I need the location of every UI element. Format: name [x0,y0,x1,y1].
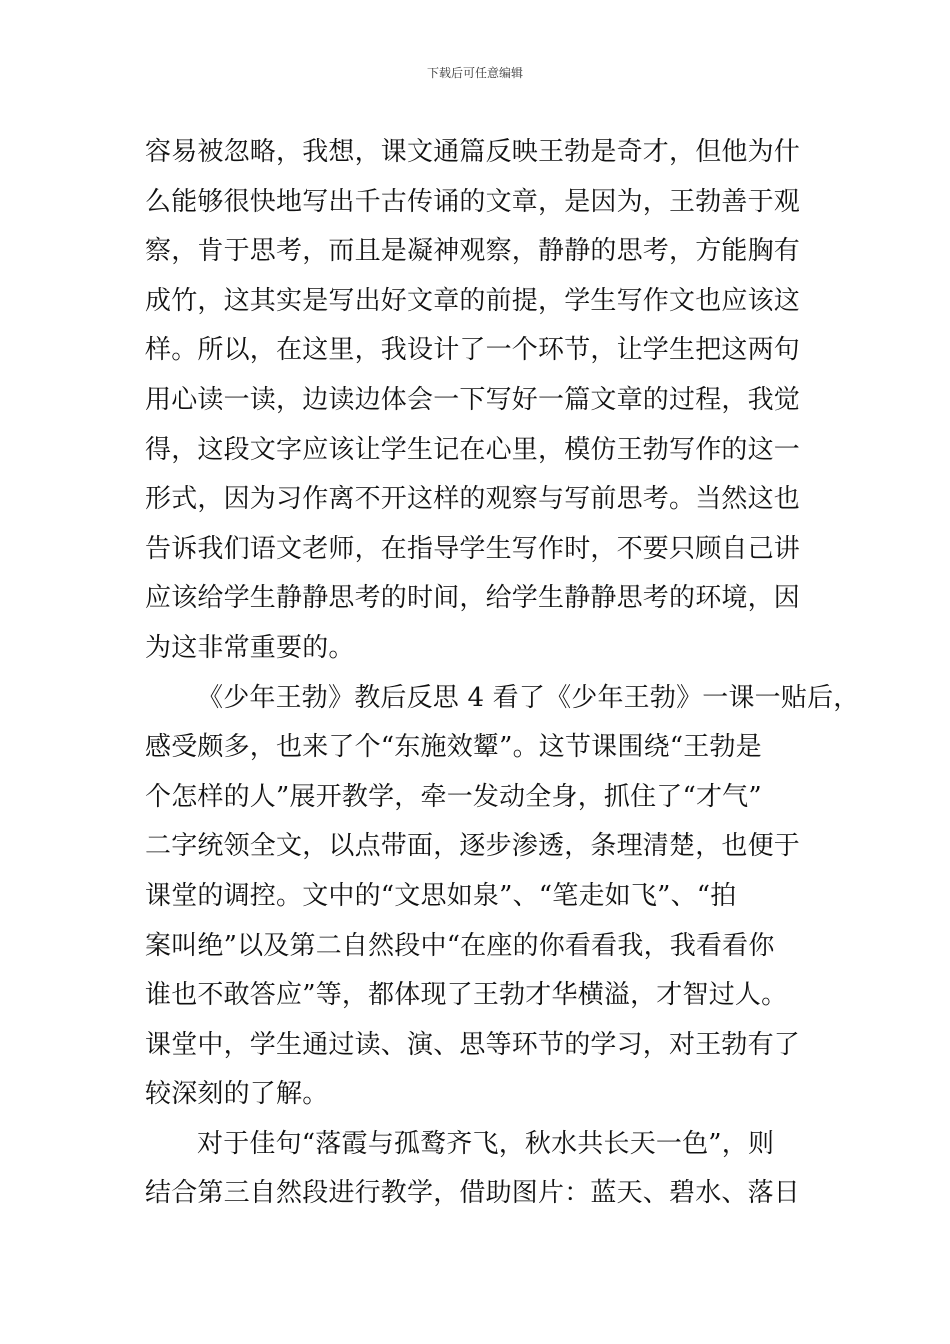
text-line: 察，肯于思考，而且是凝神观察，静静的思考，方能胸有 [145,236,801,267]
document-body [145,128,860,1219]
text-line: 成竹，这其实是写出好文章的前提，学生写作文也应该这 [145,285,801,316]
text-line: 结合第三自然段进行教学，借助图片：蓝天、碧水、落日 [145,1178,801,1209]
page-header: 下载后可任意编辑 [426,66,523,80]
text-line: 案叫绝”以及第二自然段中“在座的你看看我，我看看你 [145,930,775,961]
text-line: 课堂的调控。文中的“文思如泉”、“笔走如飞”、“拍 [145,880,737,911]
text-line: 课堂中，学生通过读、演、思等环节的学习，对王勃有了 [145,1029,801,1060]
text-line: 告诉我们语文老师，在指导学生写作时，不要只顾自己讲 [145,533,801,564]
text-line: 谁也不敢答应”等，都体现了王勃才华横溢，才智过人。 [145,980,788,1011]
text-line: 形式，因为习作离不开这样的观察与写前思考。当然这也 [145,484,801,515]
text-line: 样。所以，在这里，我设计了一个环节，让学生把这两句 [145,335,801,366]
text-line: 较深刻的了解。 [145,1079,329,1110]
text-line: 么能够很快地写出千古传诵的文章，是因为，王勃善于观 [145,186,801,217]
paragraph-start-line: 对于佳句“落霞与孤鹜齐飞，秋水共长天一色”，则 [197,1128,775,1159]
text-line: 容易被忽略，我想，课文通篇反映王勃是奇才，但他为什 [145,137,801,167]
text-line: 得，这段文字应该让学生记在心里，模仿王勃写作的这一 [145,434,801,465]
text-line: 为这非常重要的。 [145,632,355,663]
text-line: 应该给学生静静思考的时间，给学生静静思考的环境，因 [145,583,801,614]
text-line: 二字统领全文，以点带面，逐步渗透，条理清楚，也便于 [145,831,801,862]
text-line: 感受颇多，也来了个“东施效颦”。这节课围绕“王勃是 [145,732,762,763]
text-line: 个怎样的人”展开教学，牵一发动全身，抓住了“才气” [145,781,762,812]
paragraph-start-line: 《少年王勃》教后反思 4 看了《少年王勃》一课一贴后， [197,682,860,713]
text-line: 用心读一读，边读边体会一下写好一篇文章的过程，我觉 [145,384,801,415]
